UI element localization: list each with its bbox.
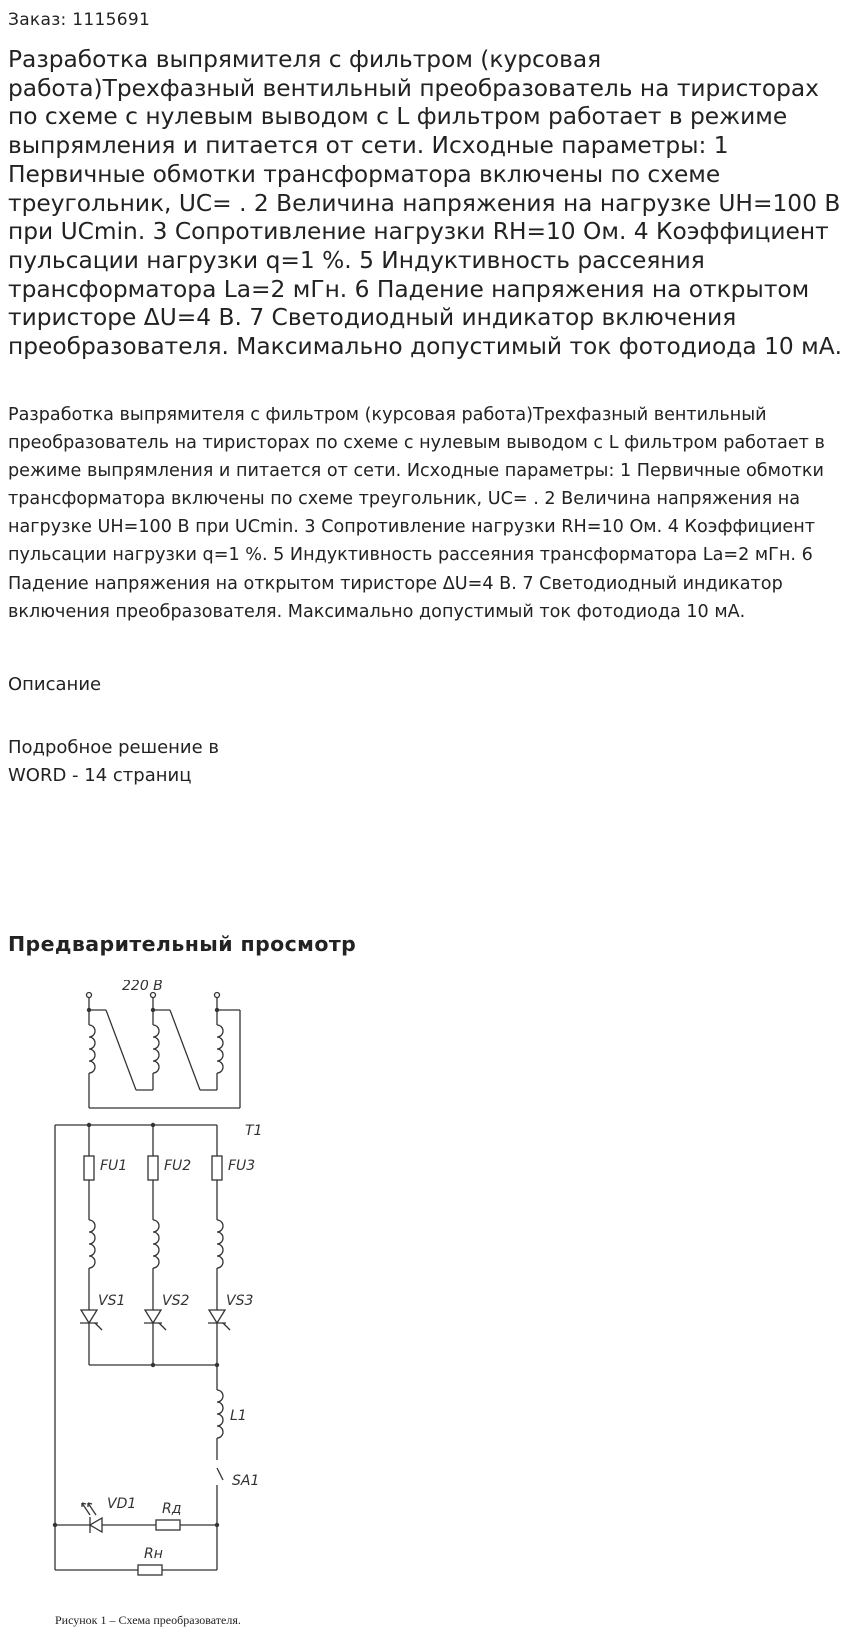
label-inductor: L1 bbox=[230, 1408, 247, 1424]
label-fuse-1: FU1 bbox=[100, 1158, 128, 1174]
label-fuse-3: FU3 bbox=[228, 1158, 256, 1174]
label-thyristor-3: VS3 bbox=[226, 1293, 254, 1309]
label-thyristor-1: VS1 bbox=[98, 1293, 126, 1309]
label-supply: 220 В bbox=[122, 980, 163, 994]
figure-caption: Рисунок 1 – Схема преобразователя. bbox=[55, 1613, 241, 1627]
preview-heading: Предварительный просмотр bbox=[8, 932, 357, 956]
page-title: Разработка выпрямителя с фильтром (курсовая работа)Трехфазный вентильный преобразователь на тиристорах по схеме с нулевым выводом с L фильтром работает в режиме выпрямления и питается от сети. Исходные параметры: 1 Первичные обмотки трансформатора включены по схеме треугольник, UC= . 2 Величина напряжения на нагрузке UH=100 В при UCmin. 3 Сопротивление нагрузки RH=10 Ом. 4 Коэффициент пульсации нагрузки q=1 %. 5 Индуктивность рассеяния трансформатора La=2 мГн. 6 Падение напряжения на открытом тиристоре ΔU=4 В. 7 Светодиодный индикатор включения преобразователя. Максимально допустимый ток фотодиода 10 мА. bbox=[8, 46, 843, 361]
label-thyristor-2: VS2 bbox=[162, 1293, 190, 1309]
description-text: Разработка выпрямителя с фильтром (курсовая работа)Трехфазный вентильный преобразователь на тиристорах по схеме с нулевым выводом с L фильтром работает в режиме выпрямления и питается от сети. Исходные параметры: 1 Первичные обмотки трансформатора включены по схеме треугольник, UC= . 2 Величина напряжения на нагрузке UH=100 В при UCmin. 3 Сопротивление нагрузки RH=10 Ом. 4 Коэффициент пульсации нагрузки q=1 %. 5 Индуктивность рассеяния трансформатора La=2 мГн. 6 Падение напряжения на открытом тиристоре ΔU=4 В. 7 Светодиодный индикатор включения преобразователя. Максимально допустимый ток фотодиода 10 мА. bbox=[8, 405, 825, 622]
label-fuse-2: FU2 bbox=[164, 1158, 192, 1174]
solution-info: Подробное решение в WORD - 14 страниц bbox=[8, 737, 220, 786]
circuit-schematic bbox=[40, 980, 300, 1610]
label-switch: SA1 bbox=[232, 1473, 260, 1489]
section-label-description: Описание bbox=[8, 674, 102, 695]
label-load-resistor: Rн bbox=[144, 1546, 163, 1562]
label-transformer: T1 bbox=[245, 1123, 263, 1139]
label-limit-resistor: Rд bbox=[162, 1501, 182, 1517]
label-led: VD1 bbox=[107, 1496, 137, 1512]
order-number: Заказ: 1115691 bbox=[8, 10, 151, 30]
